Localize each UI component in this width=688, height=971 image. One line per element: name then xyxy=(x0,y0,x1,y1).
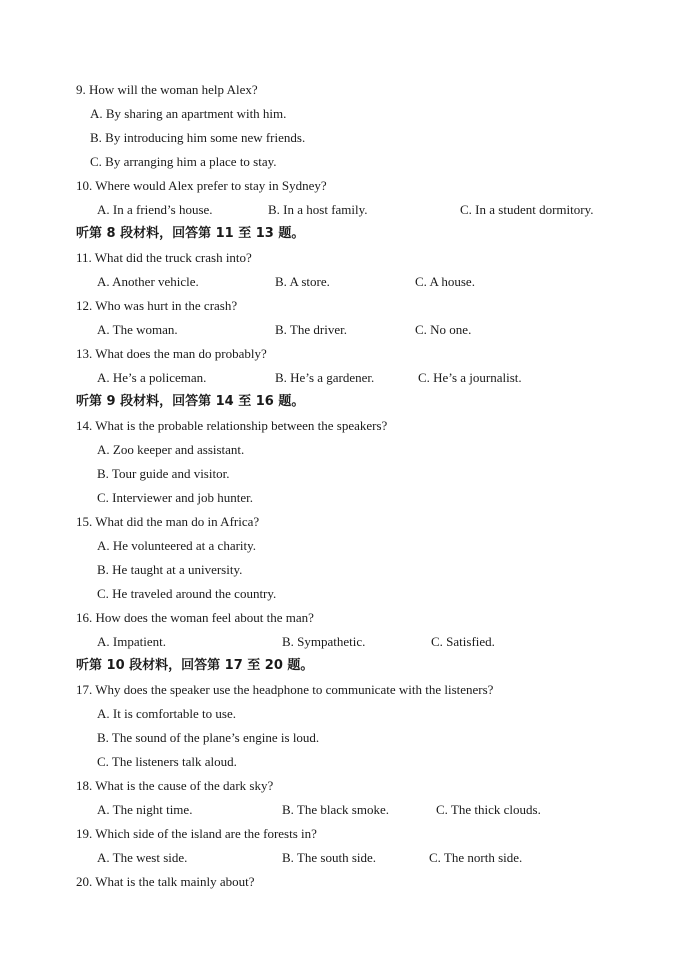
q15-option-a: A. He volunteered at a charity. xyxy=(97,538,257,553)
q10-option-c: C. In a student dormitory. xyxy=(460,202,594,217)
question-20: 20. What is the talk mainly about? xyxy=(76,874,255,889)
q11-option-b: B. A store. xyxy=(275,274,330,289)
q19-option-b: B. The south side. xyxy=(282,850,377,865)
q13-option-a: A. He’s a policeman. xyxy=(97,370,207,385)
q9-option-c: C. By arranging him a place to stay. xyxy=(90,154,277,169)
q14-option-c: C. Interviewer and job hunter. xyxy=(97,490,253,505)
question-12: 12. Who was hurt in the crash? xyxy=(76,298,238,313)
q12-option-b: B. The driver. xyxy=(275,322,347,337)
question-19: 19. Which side of the island are the forests in? xyxy=(76,826,317,841)
q12-option-a: A. The woman. xyxy=(97,322,178,337)
q11-option-a: A. Another vehicle. xyxy=(97,274,199,289)
question-15: 15. What did the man do in Africa? xyxy=(76,514,260,529)
q10-option-a: A. In a friend’s house. xyxy=(97,202,213,217)
q12-option-c: C. No one. xyxy=(415,322,472,337)
q19-option-c: C. The north side. xyxy=(429,850,523,865)
q17-option-a: A. It is comfortable to use. xyxy=(97,706,236,721)
section-8-heading: 听第 8 段材料，回答第 11 至 13 题。 xyxy=(76,226,305,241)
q15-option-b: B. He taught at a university. xyxy=(97,562,243,577)
q17-option-c: C. The listeners talk aloud. xyxy=(97,754,237,769)
q11-option-c: C. A house. xyxy=(415,274,475,289)
q16-option-c: C. Satisfied. xyxy=(431,634,495,649)
question-14: 14. What is the probable relationship between the speakers? xyxy=(76,418,388,433)
q14-option-a: A. Zoo keeper and assistant. xyxy=(97,442,245,457)
section-10-heading: 听第 10 段材料，回答第 17 至 20 题。 xyxy=(76,658,314,673)
q18-option-b: B. The black smoke. xyxy=(282,802,389,817)
q17-option-b: B. The sound of the plane’s engine is loud. xyxy=(97,730,320,745)
question-11: 11. What did the truck crash into? xyxy=(76,250,252,265)
question-9: 9. How will the woman help Alex? xyxy=(76,82,258,97)
section-9-heading: 听第 9 段材料，回答第 14 至 16 题。 xyxy=(76,394,305,409)
q19-option-a: A. The west side. xyxy=(97,850,188,865)
q10-option-b: B. In a host family. xyxy=(268,202,368,217)
q9-option-b: B. By introducing him some new friends. xyxy=(90,130,306,145)
q16-option-b: B. Sympathetic. xyxy=(282,634,366,649)
q13-option-b: B. He’s a gardener. xyxy=(275,370,375,385)
q18-option-c: C. The thick clouds. xyxy=(436,802,541,817)
q15-option-c: C. He traveled around the country. xyxy=(97,586,277,601)
question-18: 18. What is the cause of the dark sky? xyxy=(76,778,274,793)
question-17: 17. Why does the speaker use the headphone to communicate with the listeners? xyxy=(76,682,494,697)
question-10: 10. Where would Alex prefer to stay in Sydney? xyxy=(76,178,327,193)
q9-option-a: A. By sharing an apartment with him. xyxy=(90,106,287,121)
q14-option-b: B. Tour guide and visitor. xyxy=(97,466,230,481)
question-13: 13. What does the man do probably? xyxy=(76,346,267,361)
q16-option-a: A. Impatient. xyxy=(97,634,166,649)
q13-option-c: C. He’s a journalist. xyxy=(418,370,522,385)
question-16: 16. How does the woman feel about the man? xyxy=(76,610,314,625)
q18-option-a: A. The night time. xyxy=(97,802,193,817)
